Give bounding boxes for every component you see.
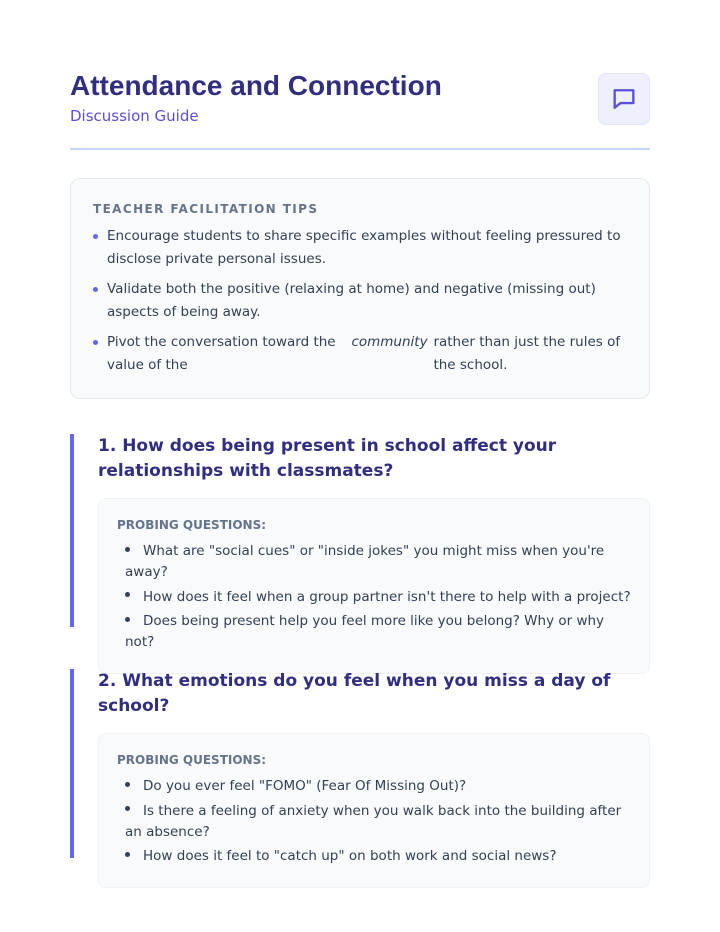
- tip-item: Validate both the positive (relaxing at home) and negative (missing out) aspects of being away.: [93, 278, 627, 323]
- tip-emphasis: community: [351, 334, 428, 350]
- bullet-icon: [125, 617, 130, 622]
- header-divider: [70, 148, 650, 150]
- probing-questions-box: [98, 733, 650, 888]
- list-item: [117, 541, 631, 583]
- question-title: 2. What emotions do you feel when you miss a day of school?: [98, 671, 611, 716]
- page-subtitle: Discussion Guide: [70, 107, 199, 125]
- probing-label: PROBING QUESTIONS:: [117, 753, 267, 767]
- tip-text: Pivot the conversation toward the value of the: [107, 334, 336, 373]
- page-title: Attendance and Connection: [70, 70, 442, 101]
- list-item: [117, 846, 631, 867]
- probe-text: Is there a feeling of anxiety when you walk back into the building after an absence?: [125, 802, 622, 840]
- bullet-icon: [125, 547, 130, 552]
- probing-questions-box: [98, 498, 650, 674]
- tip-text: rather than just the rules of the school.: [433, 334, 621, 373]
- tip-item: Encourage students to share specific examples without feeling pressured to disclose private personal issues.: [93, 225, 627, 270]
- probe-text: Do you ever feel "FOMO" (Fear Of Missing Out)?: [143, 778, 467, 794]
- tip-item: [93, 331, 627, 376]
- probing-label: PROBING QUESTIONS:: [117, 518, 267, 532]
- bullet-icon: [125, 592, 130, 597]
- chat-button[interactable]: [598, 73, 650, 125]
- bullet-icon: [125, 806, 130, 811]
- bullet-icon: [125, 852, 130, 857]
- question-card: [70, 669, 650, 864]
- chat-bubble-icon: [610, 85, 638, 113]
- list-item: [117, 587, 631, 608]
- teacher-tips-card: [70, 178, 650, 399]
- list-item: [117, 776, 631, 797]
- tips-heading: TEACHER FACILITATION TIPS: [93, 202, 319, 216]
- probe-text: How does it feel when a group partner isn't there to help with a project?: [143, 588, 631, 605]
- header: [70, 70, 650, 126]
- question-title: 1. How does being present in school affect your relationships with classmates?: [98, 436, 557, 481]
- list-item: [117, 801, 631, 843]
- bullet-icon: [125, 782, 130, 787]
- question-card: [70, 434, 650, 650]
- list-item: [117, 611, 631, 653]
- probe-text: How does it feel to "catch up" on both work and social news?: [143, 848, 557, 864]
- probe-text: What are "social cues" or "inside jokes" you might miss when you're away?: [125, 543, 605, 580]
- probe-text: Does being present help you feel more like you belong? Why or why not?: [125, 613, 605, 650]
